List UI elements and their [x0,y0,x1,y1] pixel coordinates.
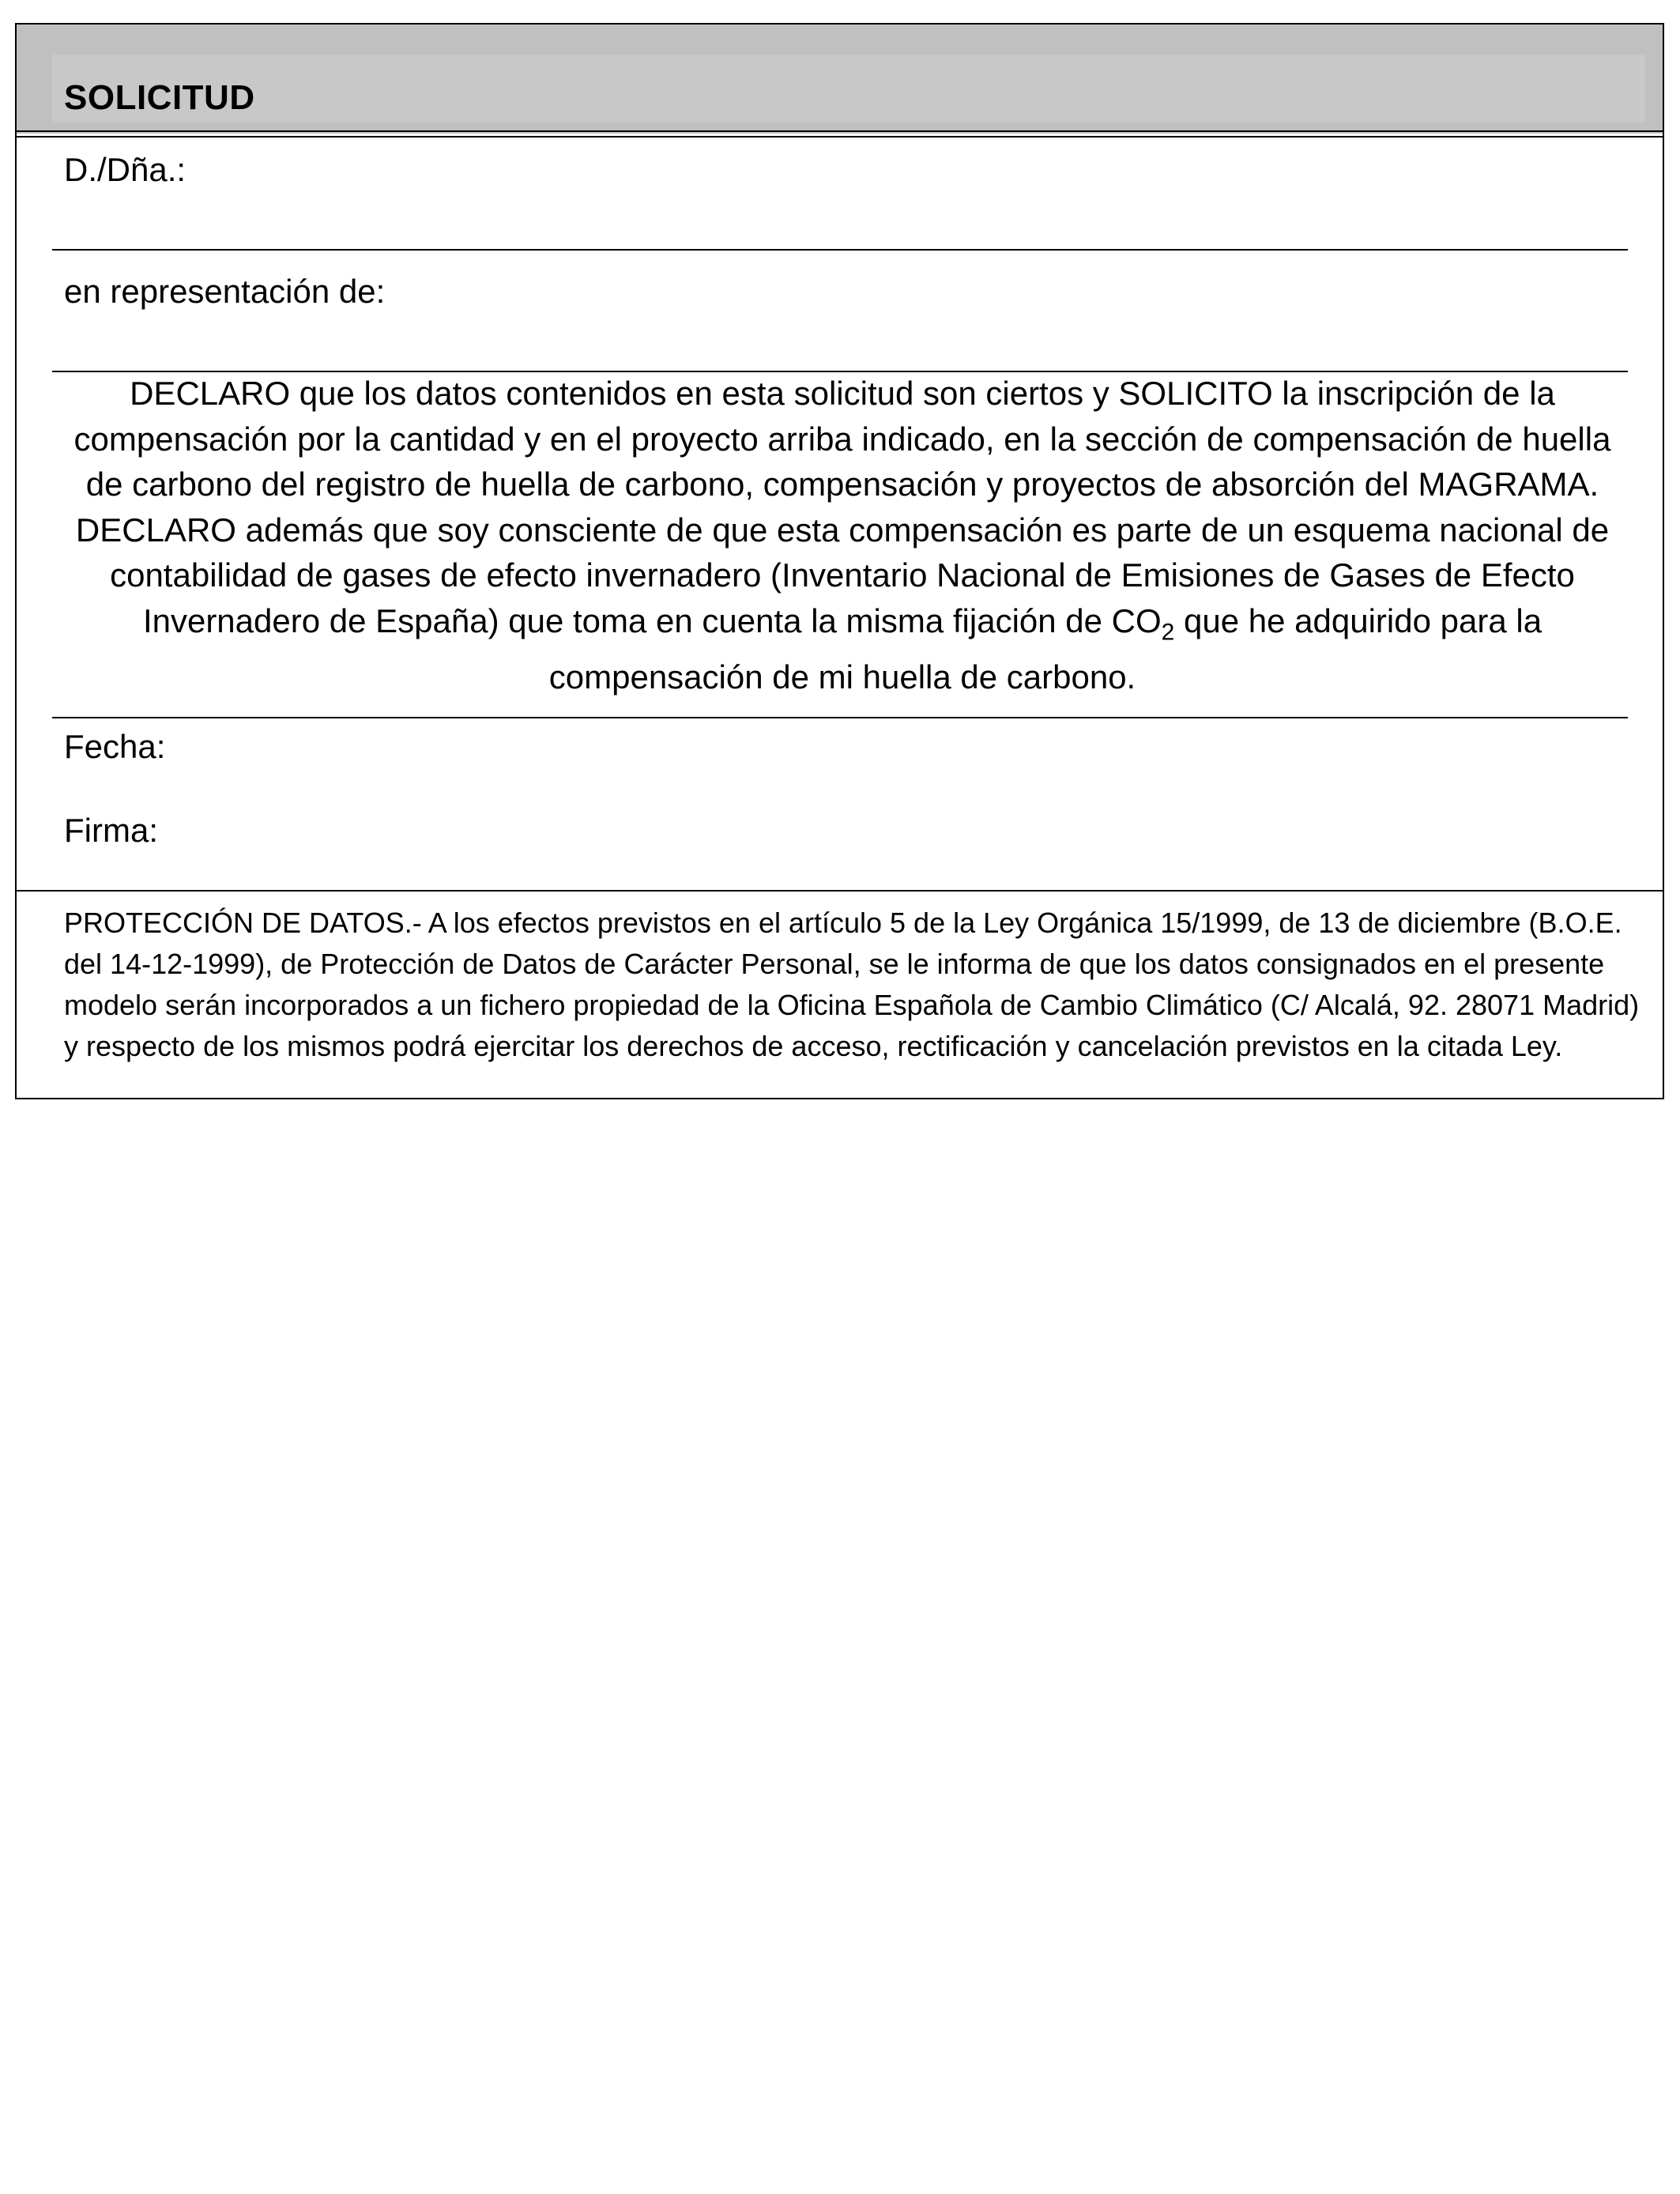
header-divider-top [17,130,1663,132]
application-form [15,23,1664,1099]
form-header [17,25,1663,134]
form-title: SOLICITUD [64,78,255,117]
date-label: Fecha: [64,728,166,765]
privacy-divider [17,890,1663,892]
declaration-text [64,371,1621,700]
declaration-text-part1: DECLARO que los datos contenidos en esta solicitud son ciertos y SOLICITO la inscripción de la compensación por la cantidad y en el proyecto arriba indicado, en la sección de compensación de huella de carbono del registro de huella de carbono, compensación y proyectos de absorción del MAGRAMA. DECLARO además que soy consciente de que esta compensación es parte de un esquema nacional de contabilidad de gases de efecto invernadero (Inventario Nacional de Emisiones de Gases de Efecto Invernadero de España) que toma en cuenta la misma fijación de CO [73,375,1611,639]
header-divider-bottom [17,136,1663,138]
co2-subscript: 2 [1161,618,1175,645]
privacy-notice: PROTECCIÓN DE DATOS.- A los efectos previstos en el artículo 5 de la Ley Orgánica 15/1999, de 13 de diciembre (B.O.E. del 14-12-1999), de Protección de Datos de Carácter Personal, se le informa de que los datos consignados en el presente modelo serán incorporados a un fichero propiedad de la Oficina Española de Cambio Climático (C/ Alcalá, 92. 28071 Madrid) y respecto de los mismos podrá ejercitar los derechos de acceso, rectificación y cancelación previstos en la citada Ley. [64,907,1640,1062]
signature-label: Firma: [64,812,158,849]
form-header-panel [52,55,1645,123]
applicant-field-line[interactable] [52,249,1628,251]
representation-label: en representación de: [64,273,386,310]
declaration-divider [52,717,1628,718]
declaration-text-part2: que he adquirido para la compensación de mi huella de carbono. [548,601,1543,696]
applicant-label: D./Dña.: [64,151,186,188]
